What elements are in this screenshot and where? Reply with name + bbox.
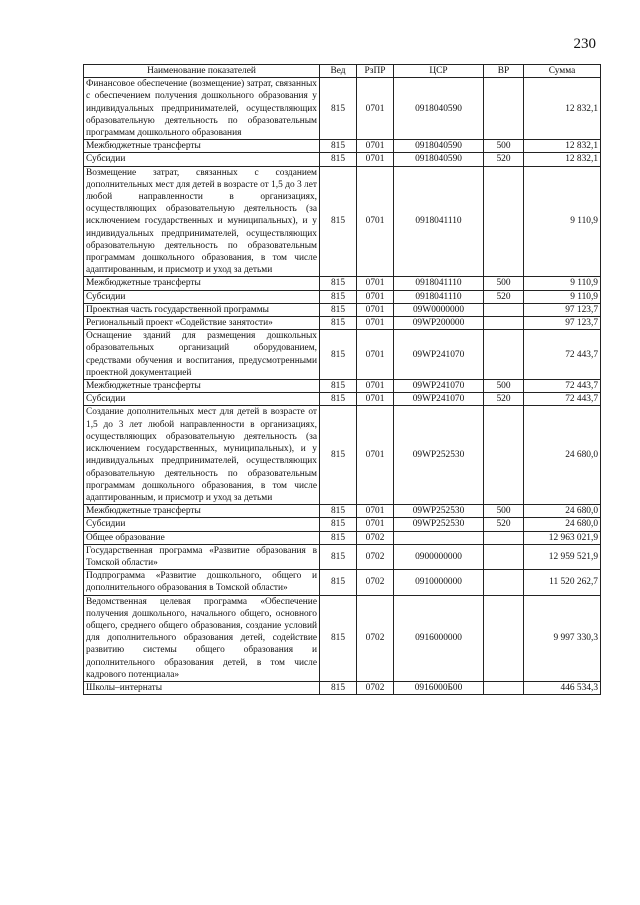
cell-csr: 0916000Б00 [394,681,484,694]
table-row [84,393,601,406]
cell-ved: 815 [320,505,357,518]
cell-name: Школы–интернаты [84,681,320,694]
cell-rzpr: 0701 [357,166,394,277]
table-row [84,317,601,330]
cell-rzpr: 0701 [357,277,394,290]
table-row [84,140,601,153]
cell-sum: 72 443,7 [524,330,601,380]
cell-csr: 09WP241070 [394,393,484,406]
cell-csr: 09WP200000 [394,317,484,330]
cell-ved: 815 [320,544,357,569]
cell-ved: 815 [320,78,357,140]
cell-vr: 500 [484,140,524,153]
cell-sum: 97 123,7 [524,303,601,316]
cell-rzpr: 0701 [357,290,394,303]
cell-sum: 9 110,9 [524,277,601,290]
cell-rzpr: 0702 [357,570,394,595]
cell-name: Субсидии [84,518,320,531]
header-vr: ВР [484,65,524,78]
cell-ved: 815 [320,595,357,681]
cell-csr: 0900000000 [394,544,484,569]
cell-sum: 12 832,1 [524,78,601,140]
cell-rzpr: 0702 [357,595,394,681]
cell-rzpr: 0701 [357,330,394,380]
table-row [84,595,601,681]
cell-rzpr: 0702 [357,544,394,569]
cell-vr [484,406,524,505]
cell-name: Общее образование [84,531,320,544]
cell-vr [484,595,524,681]
cell-ved: 815 [320,166,357,277]
cell-vr: 500 [484,277,524,290]
cell-ved: 815 [320,531,357,544]
cell-csr: 0918040590 [394,140,484,153]
table-row [84,166,601,277]
cell-ved: 815 [320,290,357,303]
cell-ved: 815 [320,277,357,290]
cell-name: Межбюджетные трансферты [84,380,320,393]
table-row [84,303,601,316]
cell-ved: 815 [320,406,357,505]
cell-csr: 09WP252530 [394,406,484,505]
cell-rzpr: 0701 [357,303,394,316]
table-row [84,290,601,303]
cell-vr [484,303,524,316]
table-row [84,505,601,518]
cell-vr [484,681,524,694]
header-sum: Сумма [524,65,601,78]
cell-sum: 9 997 330,3 [524,595,601,681]
cell-name: Ведомственная целевая программа «Обеспечение получения дошкольного, начального общего, основного общего, среднего общего образования, создание условий для дополнительного образования детей, содействие развитию системы общего образования и дополнительного образования детей, в том числе кадрового потенциала» [84,595,320,681]
cell-sum: 24 680,0 [524,406,601,505]
cell-sum: 72 443,7 [524,393,601,406]
cell-name: Финансовое обеспечение (возмещение) затрат, связанных с обеспечением получения дошкольного образования у индивидуальных предпринимателей, осуществляющих образовательную деятельность по образовательным программам дошкольного образования [84,78,320,140]
cell-rzpr: 0701 [357,393,394,406]
table-row [84,380,601,393]
cell-sum: 9 110,9 [524,166,601,277]
cell-vr: 500 [484,505,524,518]
cell-csr: 0918041110 [394,166,484,277]
cell-ved: 815 [320,153,357,166]
cell-ved: 815 [320,681,357,694]
cell-csr: 0910000000 [394,570,484,595]
cell-vr [484,317,524,330]
cell-name: Государственная программа «Развитие образования в Томской области» [84,544,320,569]
cell-ved: 815 [320,317,357,330]
cell-sum: 12 832,1 [524,140,601,153]
cell-ved: 815 [320,380,357,393]
header-ved: Вед [320,65,357,78]
cell-sum: 12 963 021,9 [524,531,601,544]
cell-vr [484,544,524,569]
cell-csr: 0918040590 [394,78,484,140]
cell-csr: 09WP252530 [394,505,484,518]
cell-csr: 09WP252530 [394,518,484,531]
cell-name: Создание дополнительных мест для детей в возрасте от 1,5 до 3 лет любой направленности в организациях, осуществляющих образовательную деятельность (за исключением государственных, муниципальных), и у индивидуальных предпринимателей, осуществляющих образовательную деятельность по образовательным программам дошкольного образования, в том числе адаптированным, и присмотр и уход за детьми [84,406,320,505]
cell-name: Субсидии [84,290,320,303]
cell-vr [484,166,524,277]
table-row [84,681,601,694]
cell-vr: 520 [484,153,524,166]
header-name: Наименование показателей [84,65,320,78]
table-row [84,531,601,544]
cell-csr: 09WP241070 [394,380,484,393]
cell-sum: 12 832,1 [524,153,601,166]
cell-ved: 815 [320,393,357,406]
table-row [84,570,601,595]
cell-name: Межбюджетные трансферты [84,140,320,153]
cell-vr: 520 [484,393,524,406]
cell-ved: 815 [320,570,357,595]
cell-rzpr: 0701 [357,317,394,330]
cell-csr: 09W0000000 [394,303,484,316]
cell-name: Подпрограмма «Развитие дошкольного, общего и дополнительного образования в Томской области» [84,570,320,595]
cell-name: Субсидии [84,393,320,406]
table-row [84,153,601,166]
cell-vr [484,78,524,140]
cell-vr [484,531,524,544]
cell-name: Возмещение затрат, связанных с созданием дополнительных мест для детей в возрасте от 1,5 до 3 лет любой направленности в организациях, осуществляющих образовательную деятельность (за исключением государственных и муниципальных), и у индивидуальных предпринимателей, осуществляющих образовательную деятельность по образовательным программам дошкольного образования, в том числе адаптированным, и присмотр и уход за детьми [84,166,320,277]
table-row [84,78,601,140]
cell-sum: 24 680,0 [524,505,601,518]
cell-ved: 815 [320,330,357,380]
table-row [84,518,601,531]
header-rzpr: РзПР [357,65,394,78]
page-number: 230 [573,36,596,52]
cell-sum: 9 110,9 [524,290,601,303]
cell-rzpr: 0701 [357,78,394,140]
cell-vr [484,330,524,380]
table-row [84,406,601,505]
cell-csr: 0918041110 [394,290,484,303]
cell-ved: 815 [320,140,357,153]
cell-sum: 12 959 521,9 [524,544,601,569]
cell-vr: 500 [484,380,524,393]
cell-ved: 815 [320,518,357,531]
cell-name: Оснащение зданий для размещения дошкольных образовательных организаций оборудованием, средствами обучения и воспитания, предусмотренными проектной документацией [84,330,320,380]
cell-rzpr: 0701 [357,140,394,153]
cell-csr: 0916000000 [394,595,484,681]
cell-sum: 11 520 262,7 [524,570,601,595]
cell-vr: 520 [484,290,524,303]
table-row [84,544,601,569]
cell-rzpr: 0701 [357,505,394,518]
cell-rzpr: 0701 [357,380,394,393]
cell-name: Межбюджетные трансферты [84,277,320,290]
table-row [84,330,601,380]
cell-csr [394,531,484,544]
cell-vr: 520 [484,518,524,531]
budget-table [83,64,601,695]
header-csr: ЦСР [394,65,484,78]
cell-sum: 72 443,7 [524,380,601,393]
cell-rzpr: 0701 [357,153,394,166]
cell-sum: 97 123,7 [524,317,601,330]
cell-ved: 815 [320,303,357,316]
cell-csr: 0918041110 [394,277,484,290]
cell-rzpr: 0701 [357,406,394,505]
cell-sum: 446 534,3 [524,681,601,694]
cell-name: Межбюджетные трансферты [84,505,320,518]
cell-rzpr: 0702 [357,531,394,544]
table-row [84,277,601,290]
cell-rzpr: 0701 [357,518,394,531]
cell-name: Субсидии [84,153,320,166]
cell-name: Региональный проект «Содействие занятости» [84,317,320,330]
cell-csr: 0918040590 [394,153,484,166]
cell-name: Проектная часть государственной программы [84,303,320,316]
cell-rzpr: 0702 [357,681,394,694]
cell-csr: 09WP241070 [394,330,484,380]
cell-vr [484,570,524,595]
table-header-row [84,65,601,78]
cell-sum: 24 680,0 [524,518,601,531]
